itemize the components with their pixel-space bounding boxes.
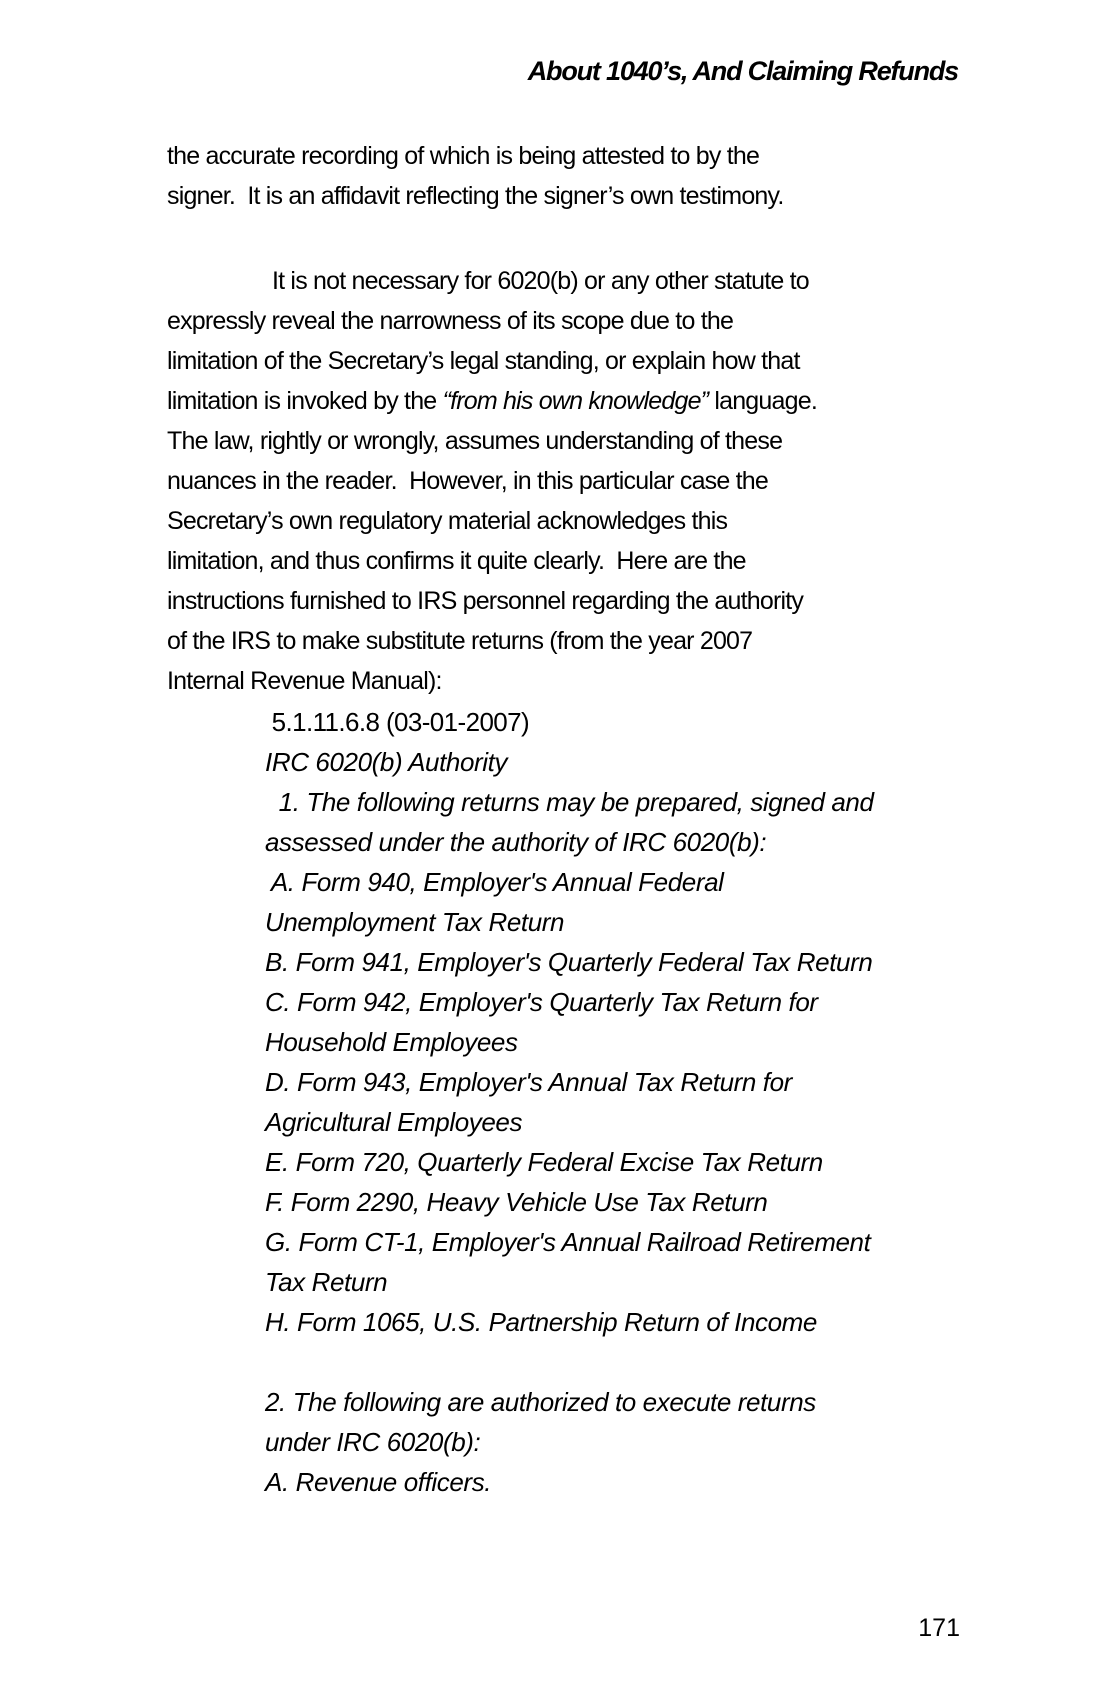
text-line: of the IRS to make substitute returns (from the year 2007 [167, 627, 753, 655]
text-line: under IRC 6020(b): [265, 1427, 481, 1457]
irm-quote-block [265, 702, 874, 1502]
page-number: 171 [918, 1614, 960, 1642]
text-line: A. Revenue officers. [265, 1467, 492, 1497]
text-line: Unemployment Tax Return [265, 907, 565, 937]
blank-line [265, 1342, 874, 1382]
text-line: Tax Return [265, 1267, 388, 1297]
text-line [167, 381, 817, 421]
text-line: 2. The following are authorized to execute returns [265, 1387, 816, 1417]
text-line: The law, rightly or wrongly, assumes understanding of these [167, 427, 783, 455]
text-line: limitation, and thus confirms it quite clearly. Here are the [167, 547, 746, 575]
text-line: Household Employees [265, 1027, 518, 1057]
text-line: assessed under the authority of IRC 6020(b): [265, 827, 767, 857]
text-line: F. Form 2290, Heavy Vehicle Use Tax Return [265, 1187, 768, 1217]
text-line: A. Form 940, Employer's Annual Federal [265, 867, 724, 897]
text-line: Secretary’s own regulatory material acknowledges this [167, 507, 728, 535]
text-line: limitation of the Secretary’s legal standing, or explain how that [167, 347, 800, 375]
text-line: B. Form 941, Employer's Quarterly Federal Tax Return [265, 947, 873, 977]
irm-title: IRC 6020(b) Authority [265, 747, 508, 777]
text-line: G. Form CT-1, Employer's Annual Railroad Retirement [265, 1227, 871, 1257]
text-line: the accurate recording of which is being attested to by the [167, 142, 760, 170]
paragraph-1 [167, 136, 784, 216]
text-line: nuances in the reader. However, in this particular case the [167, 467, 768, 495]
text-line: expressly reveal the narrowness of its scope due to the [167, 307, 734, 335]
text-line: E. Form 720, Quarterly Federal Excise Tax Return [265, 1147, 823, 1177]
text-line: C. Form 942, Employer's Quarterly Tax Return for [265, 987, 818, 1017]
text-line: H. Form 1065, U.S. Partnership Return of Income [265, 1307, 817, 1337]
text-segment: limitation is invoked by the [167, 387, 443, 415]
paragraph-2 [167, 261, 817, 701]
text-line: instructions furnished to IRS personnel regarding the authority [167, 587, 804, 615]
text-segment: language. [708, 387, 817, 415]
text-line: Internal Revenue Manual): [167, 667, 442, 695]
irm-citation: 5.1.11.6.8 (03-01-2007) [265, 707, 530, 737]
quoted-phrase: “from his own knowledge” [442, 387, 709, 415]
text-line: 1. The following returns may be prepared, signed and [265, 787, 874, 817]
text-line: Agricultural Employees [265, 1107, 523, 1137]
text-line: D. Form 943, Employer's Annual Tax Return for [265, 1067, 792, 1097]
running-header: About 1040’s, And Claiming Refunds [527, 56, 958, 86]
text-line: signer. It is an affidavit reflecting the signer’s own testimony. [167, 182, 784, 210]
text-line: It is not necessary for 6020(b) or any other statute to [272, 267, 809, 295]
